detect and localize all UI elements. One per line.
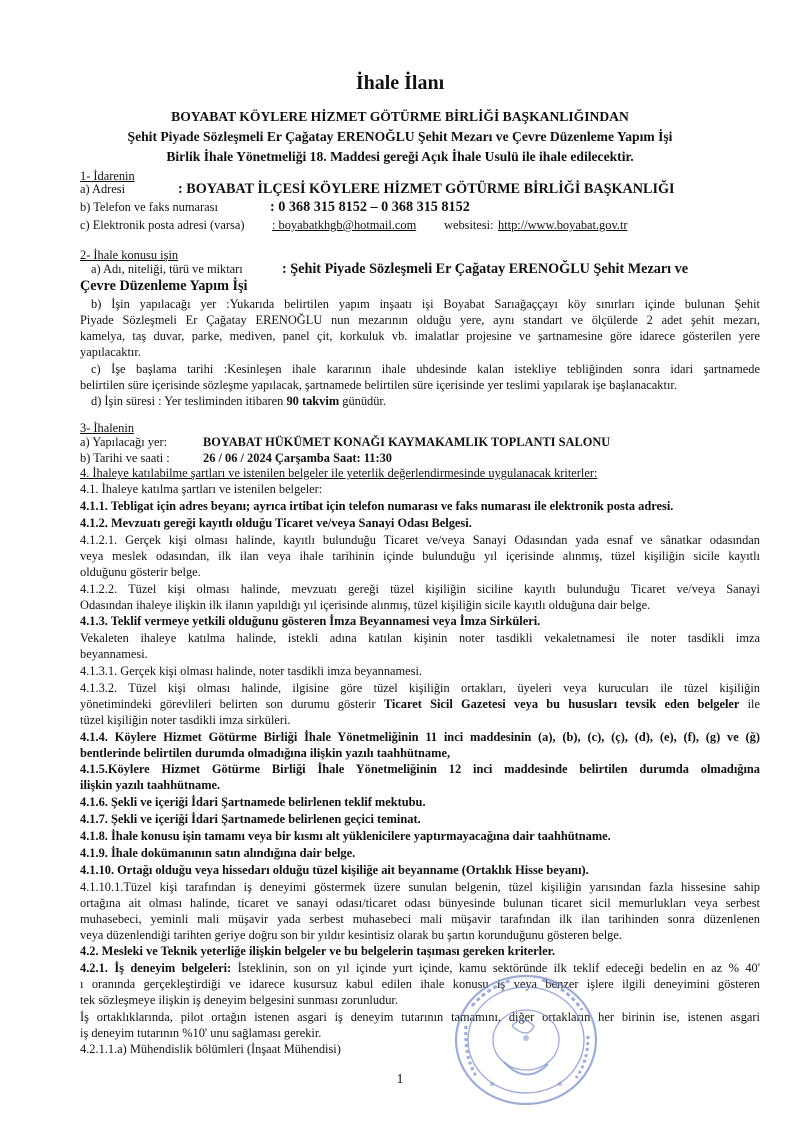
- address-value: : BOYABAT İLÇESİ KÖYLERE HİZMET GÖTÜRME BİRLİĞİ BAŞKANLIĞI: [178, 181, 675, 197]
- item-4-2-1-1: 4.2.1.1.a) Mühendislik bölümleri (İnşaat Mühendisi): [80, 1042, 341, 1056]
- place-line-3: kamelya, taş duvar, parke, mediven, panel çit, korkuluk vb. imalatlar projesine ve şartnamesine göre idarece gösterilen yere: [80, 329, 760, 343]
- proxy-line-2: beyannamesi.: [80, 647, 148, 661]
- item-4-1-10: 4.1.10. Ortağı olduğu veya hissedarı olduğu tüzel kişiliğe ait beyanname (Ortaklık Hisse beyanı).: [80, 863, 589, 877]
- item-4-1-2-1-line-1: 4.1.2.1. Gerçek kişi olması halinde, kayıtlı bulunduğu Ticaret ve/veya Sanayi Odasından yada esnaf ve sânatkar odasından: [80, 533, 760, 547]
- tender-place-label: a) Yapılacağı yer:: [80, 435, 168, 449]
- item-4-1-3-2-line-1: 4.1.3.2. Tüzel kişi olması halinde, ilgisine göre tüzel kişiliğin ortakları, üyeleri veya kurucuları ile tüzel kişiliğin: [80, 681, 760, 695]
- phone-label: b) Telefon ve faks numarası: [80, 200, 218, 214]
- duration-row: [80, 394, 771, 408]
- item-4-1-9: 4.1.9. İhale dokümanının satın alındığına dair belge.: [80, 846, 356, 860]
- item-4-2-1-line-3: tek sözleşmeye ilişkin iş deneyim belgesini sunması zorunludur.: [80, 993, 398, 1007]
- item-4-2-1-line-2: ı oranında gerçekleştirdiği ve idarece kusursuz kabul edilen ihale konusu iş veya benzer işlere ilgili deneyimini gösteren: [80, 977, 760, 991]
- section-2-heading: 2- İhale konusu işin: [80, 248, 179, 262]
- partnership-line-2: iş deneyim tutarının %10' unu sağlaması gerekir.: [80, 1026, 322, 1040]
- tender-date-label: b) Tarihi ve saati :: [80, 451, 170, 465]
- subject-value-line-2: Çevre Düzenleme Yapım İşi: [80, 278, 248, 294]
- partnership-line-1: İş ortaklıklarında, pilot ortağın istenen asgari iş deneyim tutarının tamamını, diğer ortakların her birinin ise, istenen asgari: [80, 1010, 760, 1024]
- email-label: c) Elektronik posta adresi (varsa): [80, 218, 245, 232]
- subject-label: a) Adı, niteliği, türü ve miktarı: [91, 262, 243, 276]
- section-1-heading: 1- İdarenin: [80, 169, 135, 183]
- address-label: a) Adresi: [80, 182, 126, 196]
- item-4-2-1-text: İsteklinin, son on yıl içinde yurt içinde, kamu sektöründe ilk teklif edeceği bedelin en az % 40': [231, 961, 760, 975]
- item-4-1-2: 4.1.2. Mevzuatı gereği kayıtlı olduğu Ticaret ve/veya Sanayi Odası Belgesi.: [80, 516, 472, 530]
- item-4-1-3-1: 4.1.3.1. Gerçek kişi olması halinde, noter tasdikli imza beyannamesi.: [80, 664, 423, 678]
- header-line-3: Birlik İhale Yönetmeliği 18. Maddesi gereği Açık İhale Usulü ile ihale edilecektir.: [166, 149, 634, 164]
- page-title: İhale İlanı: [355, 72, 445, 94]
- item-4-1-1: 4.1.1. Tebligat için adres beyanı; ayrıca irtibat için telefon numarası ve faks numarası ile elektronik posta adresi.: [80, 499, 674, 513]
- item-4-1: 4.1. İhaleye katılma şartları ve istenilen belgeler:: [80, 482, 323, 496]
- item-4-1-10-1-line-2: ortağına ait olması halinde, ticaret ve sanayi odası/ticaret odası bünyesinde bulunan ticaret sicil memurlukları veya serbest: [80, 896, 760, 910]
- tender-date-value: 26 / 06 / 2024 Çarşamba Saat: 11:30: [203, 451, 392, 465]
- item-4-2: 4.2. Mesleki ve Teknik yeterliğe ilişkin belgeler ve bu belgelerin taşıması gereken kriterler.: [80, 944, 556, 958]
- item-4-1-8: 4.1.8. İhale konusu işin tamamı veya bir kısmı alt yüklenicilere yaptırmayacağına dair taahhütname.: [80, 829, 611, 843]
- item-4-1-10-1-line-4: veya düzenlendiği tarihten geriye doğru son bir yıldır kesintisiz olarak bu şartın korunduğunu gösteren belge.: [80, 928, 622, 942]
- page-number: 1: [396, 1072, 404, 1087]
- website-label: websitesi:: [444, 218, 494, 232]
- duration-text: d) İşin süresi : Yer tesliminden itibaren: [91, 394, 287, 408]
- place-line-4: yapılacaktır.: [80, 345, 141, 359]
- tender-date-row: [80, 451, 760, 465]
- phone-value: : 0 368 315 8152 – 0 368 315 8152: [270, 199, 470, 215]
- place-line-2: Piyade Sözleşmeli Er Çağatay ERENOĞLU nun mezarının olduğu yere, aynı standart ve ölçülerde 2 adet şehit mezarı,: [80, 313, 760, 327]
- item-4-1-4-line-1: 4.1.4. Köylere Hizmet Götürme Birliği İhale Yönetmeliğinin 11 inci maddesinin (a), (b), (c), (ç), (d), (e), (f), (g) ve (ğ): [80, 730, 760, 744]
- item-4-1-3-2-text: yönetimindeki görevlileri belirten son durumu gösterir: [80, 697, 384, 711]
- item-4-1-3-2-line-3: tüzel kişiliğin noter tasdikli imza sirküleri.: [80, 713, 291, 727]
- item-4-1-6: 4.1.6. Şekli ve içeriği İdari Şartnamede belirlenen teklif mektubu.: [80, 795, 426, 809]
- email-row: [80, 218, 760, 232]
- section-4-heading: 4. İhaleye katılabilme şartları ve istenilen belgeler ile yeterlik değerlendirmesinde uygulanacak kriterler:: [80, 466, 598, 480]
- proxy-line-1: Vekaleten ihaleye katılma halinde, istekli adına katılan kişinin noter tasdikli vekaletnamesi ile noter tasdikli imza: [80, 631, 760, 645]
- item-4-1-10-1-line-1: 4.1.10.1.Tüzel kişi tarafından iş deneyimi göstermek üzere sunulan belgenin, tüzel kişiliğin yarısından fazla hissesine sahip: [80, 880, 760, 894]
- item-4-1-4-line-2: bentlerinde belirtilen durumda olmadığına ilişkin yazılı taahhütname,: [80, 746, 451, 760]
- subject-row: [80, 262, 760, 276]
- item-4-2-1-bold: 4.2.1. İş deneyim belgeleri:: [80, 961, 232, 975]
- section-3-heading: 3- İhalenin: [80, 421, 135, 435]
- start-line-1: c) İşe başlama tarihi :Kesinleşen ihale kararının ihale uhdesinde kalan istekliye tebliğinden sonra idari şartnamede: [91, 362, 760, 376]
- item-4-1-10-1-line-3: muhasebeci, yeminli mali müşavir yada serbest muhasebeci mali müşavir tarafından ilk ilan tarihinden sonra düzenlenen: [80, 912, 760, 926]
- item-4-1-2-2-line-1: 4.1.2.2. Tüzel kişi olması halinde, mevzuatı gereği tüzel kişiliğin siciline kayıtlı bulunduğu Ticaret ve/veya Sanayi: [80, 582, 760, 596]
- place-line-1: b) İşin yapılacağı yer :Yukarıda belirtilen yapım inşaatı işi Boyabat Sarıağaççayı köy sınırları içinde bulunan Şehit: [91, 297, 760, 311]
- tender-place-value: BOYABAT HÜKÜMET KONAĞI KAYMAKAMLIK TOPLANTI SALONU: [203, 435, 611, 449]
- website-link[interactable]: http://www.boyabat.gov.tr: [498, 218, 628, 232]
- item-4-1-2-2-line-2: Odasından ihaleye ilişkin ilk ilanın yapıldığı yıl içerisinde alınmış, tüzel kişiliğin sicile kayıtlı olduğuna dair belge.: [80, 598, 651, 612]
- tender-place-row: [80, 435, 760, 449]
- duration-suffix: günüdür.: [339, 394, 386, 408]
- item-4-1-5-line-1: 4.1.5.Köylere Hizmet Götürme Birliği İhale Yönetmeliğinin 12 inci maddesinde belirtilen durumda olmadığına: [80, 762, 760, 776]
- item-4-1-2-1-line-2: veya meslek odasından, ilk ilan veya ihale tarihinin içinde bulunduğu yıl içerisinde alınmış, tüzel kişiliğin sicile kayıtlı: [80, 549, 760, 563]
- subject-value-line-1: : Şehit Piyade Sözleşmeli Er Çağatay ERENOĞLU Şehit Mezarı ve: [282, 261, 689, 277]
- item-4-1-3: 4.1.3. Teklif vermeye yetkili olduğunu gösteren İmza Beyannamesi veya İmza Sirküleri.: [80, 614, 541, 628]
- item-4-1-5-line-2: ilişkin yazılı taahhütname.: [80, 778, 221, 792]
- item-4-1-3-2-suffix: ile: [739, 697, 761, 711]
- duration-days: 90 takvim: [286, 394, 340, 408]
- item-4-1-3-2-bold: Ticaret Sicil Gazetesi veya bu hususları tevsik eden belgeler: [383, 697, 740, 711]
- email-value: : boyabatkhgb@hotmail.com: [272, 218, 417, 232]
- item-4-1-3-2-line-2: [80, 697, 760, 711]
- phone-row: [80, 200, 760, 214]
- header-line-1: BOYABAT KÖYLERE HİZMET GÖTÜRME BİRLİĞİ BAŞKANLIĞINDAN: [171, 109, 629, 124]
- header-line-2: Şehit Piyade Sözleşmeli Er Çağatay ERENOĞLU Şehit Mezarı ve Çevre Düzenleme Yapım İşi: [127, 129, 673, 144]
- item-4-2-1-line-1: [80, 961, 760, 975]
- address-row: [80, 182, 760, 196]
- item-4-1-7: 4.1.7. Şekli ve içeriği İdari Şartnamede belirlenen geçici teminat.: [80, 812, 421, 826]
- start-line-2: belirtilen süre içerisinde sözleşme yapılacak, şartnamede belirtilen süre içerisinde yer teslimi yapılarak işe başlanacaktır.: [80, 378, 677, 392]
- item-4-1-2-1-line-3: olduğunu gösterir belge.: [80, 565, 201, 579]
